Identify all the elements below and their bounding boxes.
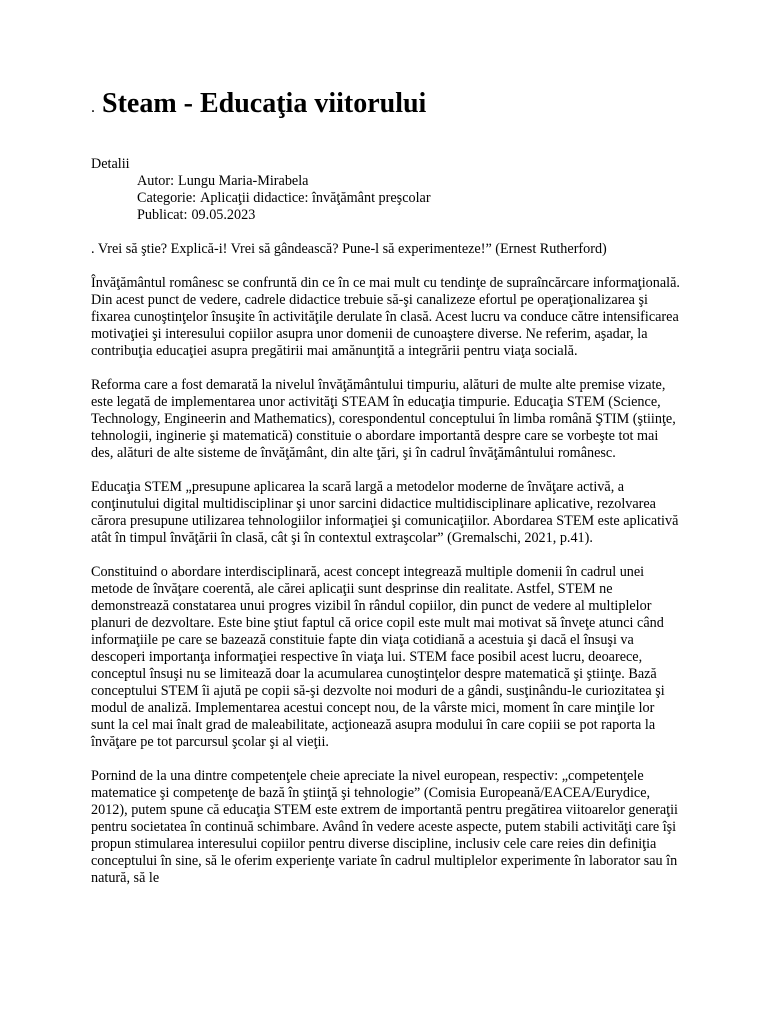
paragraph: Pornind de la una dintre competenţele cheie apreciate la nivel european, respectiv: „competenţele matematice şi competenţe de bază în ştiinţă şi tehnologie” (Comisia Europeană/EACEA/Eurydice, 2012), putem spune că educaţia STEM este extrem de importantă pentru pregătirea viitoarelor generaţii pentru societatea în continuă schimbare. Având în vedere aceste aspecte, putem stabili activităţi care îşi propun stimularea interesului copiilor pentru diverse discipline, inclusiv cele care reies din definiţia conceptului în sine, să le oferim experienţe variate în cadrul multiplelor experimente în laborator sau în natură, să le xyxy=(91,768,678,886)
category-value: Aplicaţii didactice: învăţământ preşcolar xyxy=(200,190,431,206)
published-label: Publicat: xyxy=(137,207,188,223)
paragraph: Constituind o abordare interdisciplinară, acest concept integrează multiple domenii în cadrul unei metode de învăţare coerentă, ale cărei aplicaţii sunt desprinse din realitate. Astfel, STEM ne demonstrează constatarea unui progres vizibil în rândul copiilor, din punct de vedere al multiplelor planuri de dezvoltare. Este bine ştiut faptul că orice copil este mult mai motivat să înveţe atunci când informaţiile pe care se bazează constituie fapte din viaţa cotidiană a acestuia şi dacă el însuşi va descoperi importanţa informaţiei respective în viaţa lui. STEM face posibil acest lucru, deoarece, conceptul însuşi nu se limitează doar la acumularea cunoştinţelor despre matematică şi ştiinţe. Bază conceptului STEM îi ajută pe copii să-şi dezvolte noi moduri de a gândi, susţinându-le curiozitatea şi modul de analiză. Implementarea acestui concept nou, de la vârste mici, moment în care minţile lor sunt la cel mai înalt grad de maleabilitate, acţionează asupra modului în care copiii se pot raporta la învăţare pe tot parcursul şcolar şi al vieţii. xyxy=(91,564,665,750)
article xyxy=(91,84,681,904)
page-title xyxy=(91,84,681,128)
details-heading: Detalii xyxy=(91,156,130,172)
author-label: Autor: xyxy=(137,173,175,189)
paragraph: Învăţământul românesc se confruntă din ce în ce mai mult cu tendinţe de supraîncărcare informaţională. Din acest punct de vedere, cadrele didactice trebuie să-şi canalizeze efortul pe operaţionalizarea şi fixarea cunoştinţelor însuşite în activităţile derulate în clasă. Acest lucru va conduce către intensificarea motivaţiei şi interesului copiilor asupra unor domenii de cunoaştere diverse. Ne referim, aşadar, la contribuţia educaţiei asupra pregătirii mai amănunţită a integrării pentru viaţa socială. xyxy=(91,275,680,359)
published-date: 09.05.2023 xyxy=(191,207,256,223)
title-text: Steam - Educaţia viitorului xyxy=(102,88,427,119)
paragraph: Educaţia STEM „presupune aplicarea la scară largă a metodelor moderne de învăţare activă, a conţinutului digital multidisciplinar şi unor sarcini didactice multidisciplinare aplicative, rezolvarea cărora presupune utilizarea tehnologiilor informaţiei şi comunicaţiilor. Abordarea STEM este aplicativă atât în timpul învăţării în clasă, cât şi în contextul extraşcolar” (Gremalschi, 2021, p.41). xyxy=(91,479,679,546)
title-prefix: . xyxy=(91,99,95,116)
published-row xyxy=(91,207,681,224)
author-row xyxy=(91,173,681,190)
paragraph: Reforma care a fost demarată la nivelul învăţământului timpuriu, alături de multe alte premise vizate, este legată de implementarea unor activităţi STEAM în educaţia timpurie. Educaţia STEM (Science, Technology, Engineerin and Mathematics), corespondentul conceptului în limba română ŞTIM (ştiinţe, tehnologii, inginerie şi matematică) constituie o abordare importantă despre care se vorbeşte tot mai des, alături de alte sisteme de învăţământ, din alte ţări, şi în cadrul învăţământului românesc. xyxy=(91,377,676,461)
category-label: Categorie: xyxy=(137,190,197,206)
author-name: Lungu Maria-Mirabela xyxy=(178,173,309,189)
category-row xyxy=(91,190,681,207)
opening-quote: . Vrei să ştie? Explică-i! Vrei să gândească? Pune-l să experimenteze!” (Ernest Rutherford) xyxy=(91,241,607,257)
article-details xyxy=(91,156,681,224)
